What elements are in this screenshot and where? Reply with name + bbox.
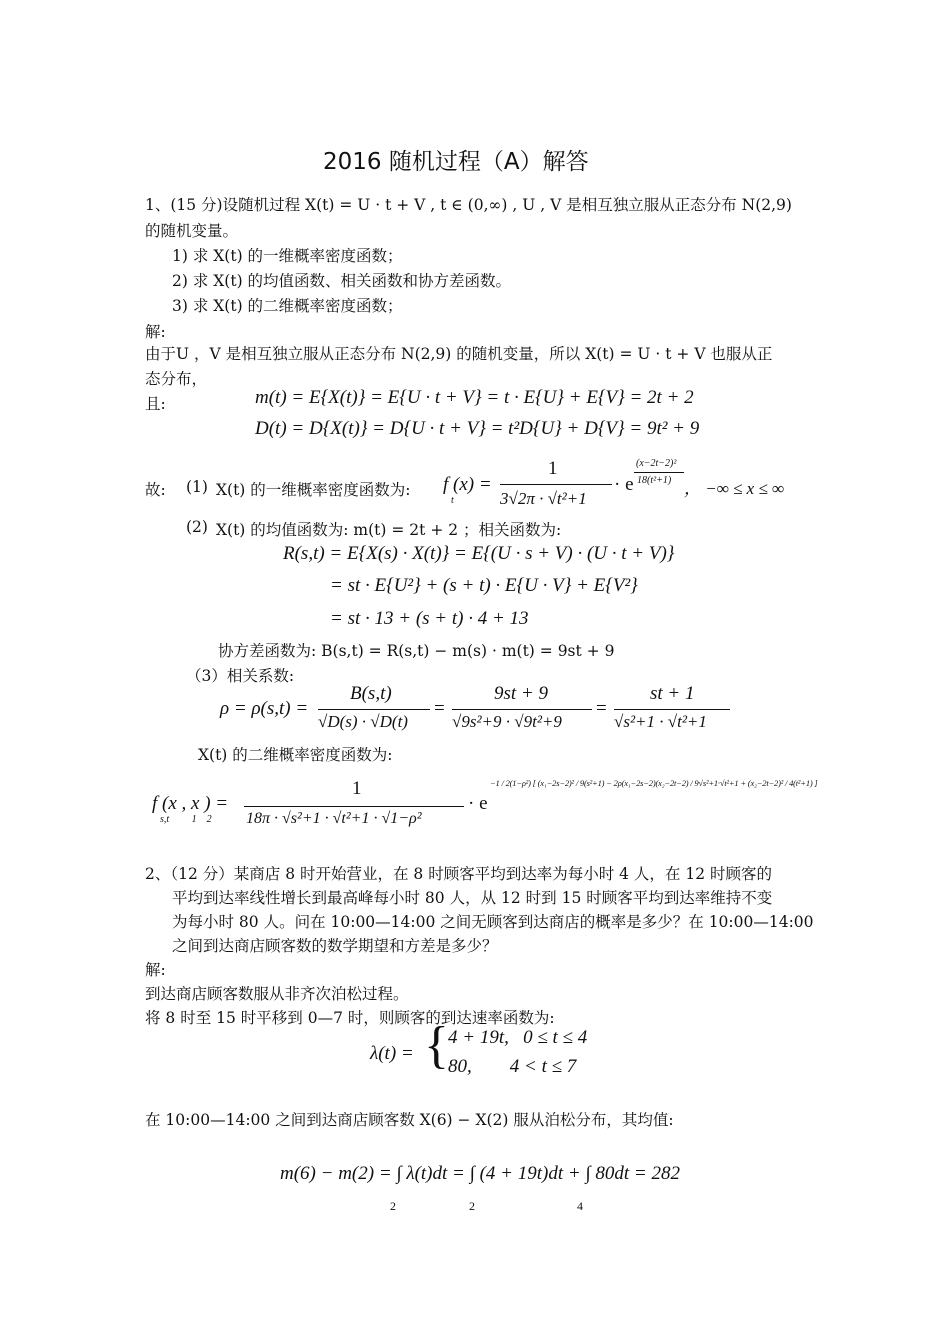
pdf1-exp-denominator: 18(t²+1) (637, 475, 672, 486)
q1-item-2: 2) 求 X(t) 的均值函数、相关函数和协方差函数。 (172, 272, 512, 290)
pdf2-fraction-bar (244, 806, 464, 807)
pdf1-lhs: f (x) = (443, 474, 492, 495)
pdf1-range: ， −∞ ≤ x ≤ ∞ (684, 479, 785, 498)
lambda-lhs: λ(t) = (370, 1043, 414, 1064)
q1-solution-label: 解: (145, 323, 166, 341)
rho-f1-numerator: B(s,t) (350, 683, 392, 704)
pdf2-denominator: 18π · √s²+1 · √t²+1 · √1−ρ² (246, 810, 422, 827)
gu-label: 故: (145, 481, 166, 499)
rho-f1-bar (318, 709, 430, 710)
q1-line1: 1、(15 分)设随机过程 X(t) = U · t + V , t ∈ (0,∞) , U , V 是相互独立服从正态分布 N(2,9) (145, 196, 792, 214)
rho-f2-numerator: 9st + 9 (494, 683, 548, 704)
pdf2-numerator: 1 (352, 778, 362, 799)
q2-line4: 之间到达商店顾客数的数学期望和方差是多少？ (172, 937, 498, 955)
rho-f3-bar (614, 709, 730, 710)
pdf1-numerator: 1 (548, 458, 558, 479)
piecewise-brace: { (424, 1017, 449, 1074)
q2-solution-line2: 将 8 时至 15 时平移到 0—7 时，则顾客的到达速率函数为: (145, 1009, 555, 1027)
equation-variance: D(t) = D{X(t)} = D{U · t + V} = t²D{U} + D{V} = 9t² + 9 (255, 418, 700, 439)
q1-item-1: 1) 求 X(t) 的一维概率密度函数； (172, 247, 403, 265)
page-title: 2016 随机过程（A）解答 (323, 149, 589, 175)
part2-label: (2) (186, 518, 208, 536)
rho-lhs: ρ = ρ(s,t) = (220, 698, 309, 719)
integral-limit-1: 2 (390, 1199, 396, 1213)
lambda-case-2: 80, 4 < t ≤ 7 (448, 1056, 577, 1077)
pdf1-exp-bar (634, 472, 684, 473)
pdf2-text: X(t) 的二维概率密度函数为: (198, 746, 393, 764)
pdf1-denominator: 3√2π · √t²+1 (500, 489, 587, 508)
part1-text: X(t) 的一维概率密度函数为: (216, 481, 411, 499)
q1-solution-line2: 态分布， (145, 370, 208, 388)
q2-solution-line1: 到达商店顾客数服从非齐次泊松过程。 (145, 985, 409, 1003)
rho-eq-1: = (434, 698, 445, 719)
pdf2-lhs: f (x , x ) = (152, 793, 229, 814)
pdf2-exp-base: · e (468, 793, 488, 814)
equation-poisson-mean: m(6) − m(2) = ∫ λ(t)dt = ∫ (4 + 19t)dt + ∫ 80dt = 282 (280, 1163, 680, 1184)
q1-qie-label: 且: (145, 395, 166, 413)
pdf2-subscript: s,t 1 2 (160, 814, 212, 825)
rho-f2-denominator: √9s²+9 · √9t²+9 (452, 712, 562, 731)
rho-eq-2: = (596, 698, 607, 719)
pdf1-fraction-bar (500, 484, 612, 485)
rho-f3-denominator: √s²+1 · √t²+1 (614, 712, 707, 731)
covariance-line: 协方差函数为: B(s,t) = R(s,t) − m(s) · m(t) = 9st + 9 (218, 642, 615, 660)
part1-label: (1) (186, 478, 208, 496)
q1-line2: 的随机变量。 (145, 222, 239, 240)
part3-label: （3）相关系数: (186, 667, 295, 685)
equation-R1: R(s,t) = E{X(s) · X(t)} = E{(U · s + V) · (U · t + V)} (283, 543, 675, 564)
rho-f3-numerator: st + 1 (650, 683, 695, 704)
pdf2-exponent: −1 / 2(1−ρ²) [ (x₁−2s−2)² / 9(s²+1) − 2ρ(x₁−2s−2)(x₂−2t−2) / 9√s²+1·√t²+1 + (x₂−2t−2)² / 4(t²+1) ] (490, 778, 818, 788)
q2-line1: 2、（12 分）某商店 8 时开始营业，在 8 时顾客平均到达率为每小时 4 人，在 12 时顾客的 (145, 865, 772, 883)
integral-limit-2: 2 (469, 1199, 475, 1213)
q2-solution-label: 解: (145, 961, 166, 979)
part2-text: X(t) 的均值函数为: m(t) = 2t + 2 ；相关函数为: (216, 521, 562, 539)
pdf1-exp-base: · e (614, 474, 634, 495)
q1-item-3: 3) 求 X(t) 的二维概率密度函数； (172, 297, 403, 315)
q2-line3: 为每小时 80 人。问在 10:00—14:00 之间无顾客到达商店的概率是多少？在 10:00—14:00 (172, 913, 814, 931)
poisson-line: 在 10:00—14:00 之间到达商店顾客数 X(6) − X(2) 服从泊松分布，其均值: (145, 1111, 674, 1129)
rho-f1-denominator: √D(s) · √D(t) (318, 712, 408, 731)
q2-line2: 平均到达率线性增长到最高峰每小时 80 人，从 12 时到 15 时顾客平均到达率维持不变 (172, 889, 773, 907)
rho-f2-bar (452, 709, 592, 710)
integral-limit-3: 4 (577, 1199, 583, 1213)
equation-mean: m(t) = E{X(t)} = E{U · t + V} = t · E{U} + E{V} = 2t + 2 (255, 387, 694, 408)
pdf1-exp-numerator: (x−2t−2)² (636, 458, 677, 469)
equation-R3: = st · 13 + (s + t) · 4 + 13 (330, 608, 529, 629)
pdf1-subscript: t (451, 495, 454, 506)
lambda-case-1: 4 + 19t, 0 ≤ t ≤ 4 (448, 1027, 588, 1048)
q1-solution-line1: 由于U ，V 是相互独立服从正态分布 N(2,9) 的随机变量，所以 X(t) = U · t + V 也服从正 (145, 345, 773, 363)
equation-R2: = st · E{U²} + (s + t) · E{U · V} + E{V²} (330, 575, 638, 596)
